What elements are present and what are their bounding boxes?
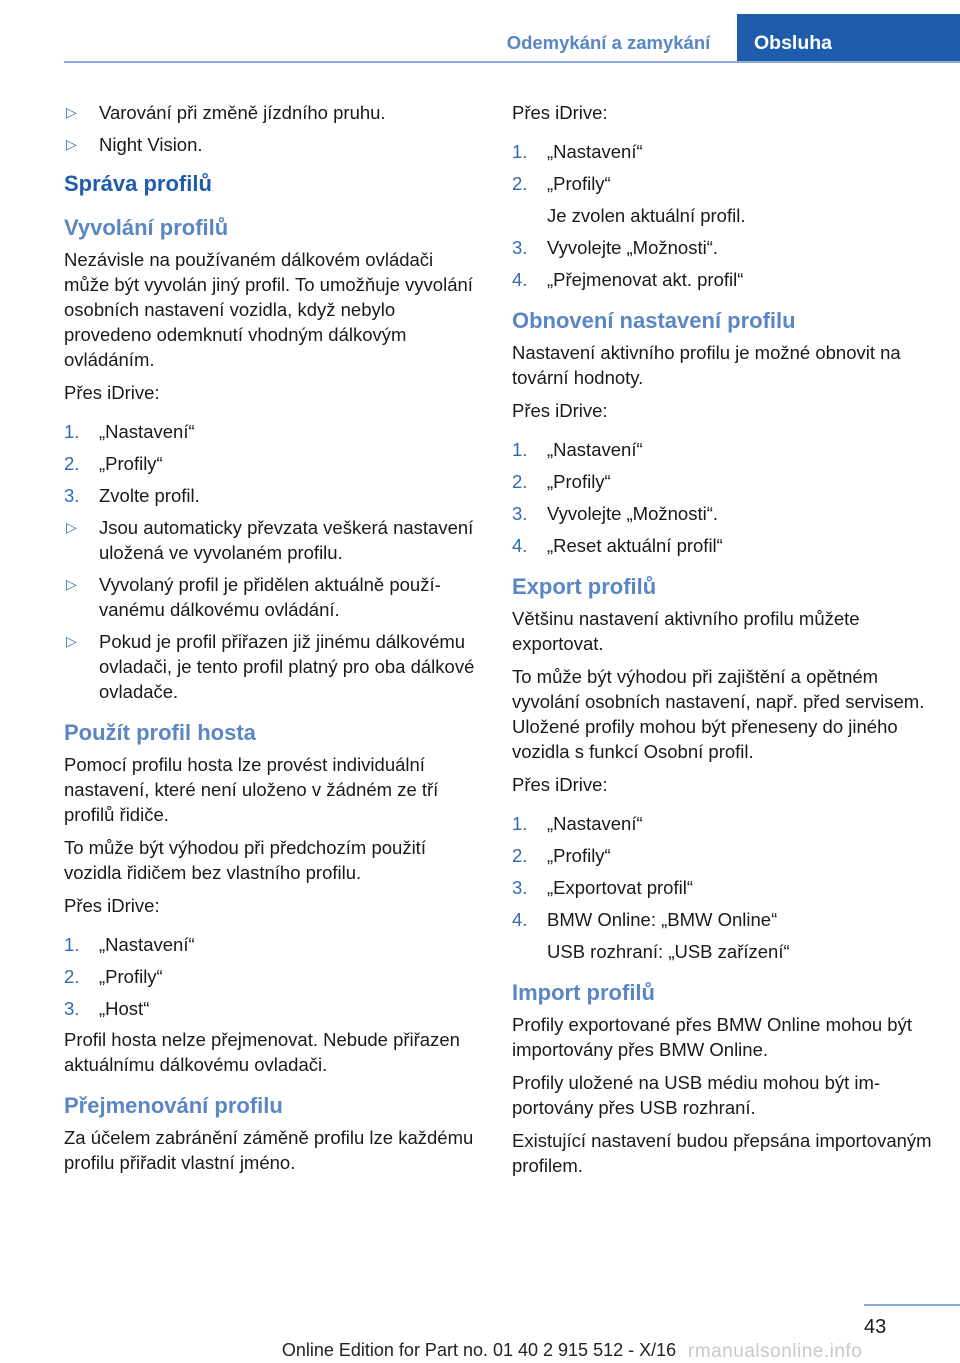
footer-divider — [864, 1304, 960, 1306]
page-header — [0, 0, 960, 62]
list-number: 4. — [512, 535, 528, 556]
list-number: 4. — [512, 269, 528, 290]
paragraph: Přes iDrive: — [512, 400, 608, 421]
list-item: 1. „Nastavení“ — [512, 813, 643, 834]
paragraph: Existující nastavení budou přepsána importovaným profilem. — [512, 1130, 932, 1176]
paragraph: Nastavení aktivního profilu je možné obnovit na tovární hodnoty. — [512, 342, 901, 388]
list-number: 3. — [512, 877, 528, 898]
list-item: 4. „Reset aktuální profil“ — [512, 535, 723, 556]
list-item: 4. BMW Online: „BMW Online“ USB rozhraní: „USB zařízení“ — [512, 907, 932, 964]
list-item: 1. „Nastavení“ — [64, 934, 195, 955]
list-item: ▷ Pokud je profil přiřazen již jinému dálkovému ovladači, je tento profil platný pro oba dálkové ovladače. — [66, 631, 475, 702]
heading-recall-profiles: Vyvolání profilů — [64, 215, 229, 240]
paragraph: To může být výhodou při zajištění a opětném vyvolání osobních nastavení, např. před servisem. Uložené profily mohou být přeneseny do jiného vozidla s funkcí Osobní profil. — [512, 666, 925, 762]
list-number: 1. — [512, 813, 528, 834]
heading-guest-profile: Použít profil hosta — [64, 720, 256, 745]
triangle-bullet-icon: ▷ — [66, 576, 77, 592]
paragraph: Profily exportované přes BMW Online mohou být importovány přes BMW Online. — [512, 1014, 912, 1060]
edition-text: Online Edition for Part no. 01 40 2 915 512 - X/16 — [281, 1340, 677, 1360]
list-item: 2. „Profily“ Je zvolen aktuální profil. — [512, 171, 932, 228]
triangle-bullet-icon: ▷ — [66, 104, 77, 120]
list-item: 2. „Profily“ — [64, 453, 163, 474]
list-number: 1. — [512, 141, 528, 162]
list-item: 3. Vyvolejte „Možnosti“. — [512, 237, 719, 258]
list-item: ▷ Varování při změně jízdního pruhu. — [66, 102, 386, 123]
list-item: 1. „Nastavení“ — [512, 141, 643, 162]
paragraph: Profil hosta nelze přejmenovat. Nebude přiřazen aktuálnímu dálkovému ovladači. — [64, 1029, 460, 1075]
paragraph: Nezávisle na používaném dálkovém ovládači může být vyvolán jiný profil. To umožňuje vyvolání osobních nastavení vozidla, když nebylo provedeno odemknutí vhodným dálkovým ovládáním. — [64, 249, 473, 370]
paragraph: Přes iDrive: — [512, 774, 608, 795]
header-divider — [64, 61, 960, 63]
numbered-list — [512, 437, 932, 558]
watermark: rmanualsonline.info — [688, 1341, 863, 1362]
list-item: ▷ Vyvolaný profil je přidělen aktuálně používanému dálkovému ovládání. — [66, 574, 441, 620]
list-number: 2. — [512, 173, 528, 194]
heading-manage-profiles: Správa profilů — [64, 171, 212, 196]
list-item: ▷ Jsou automaticky převzata veškerá nastavení uložená ve vyvolaném profilu. — [66, 517, 474, 563]
list-item: 3. Zvolte profil. — [64, 485, 200, 506]
list-number: 4. — [512, 909, 528, 930]
chapter-tab: Obsluha — [737, 14, 960, 62]
paragraph: Pomocí profilu hosta lze provést individuální nastavení, které není uloženo v žádném ze tří profilů řidiče. — [64, 754, 439, 825]
list-item: 2. „Profily“ — [512, 471, 611, 492]
paragraph: Přes iDrive: — [64, 895, 160, 916]
paragraph: Za účelem zabránění záměně profilu lze každému profilu přiřadit vlastní jméno. — [64, 1127, 474, 1173]
list-number: 3. — [512, 503, 528, 524]
triangle-bullet-icon: ▷ — [66, 136, 77, 152]
numbered-list — [512, 811, 932, 964]
paragraph: To může být výhodou při předchozím použití vozidla řidičem bez vlastního profilu. — [64, 837, 426, 883]
list-number: 2. — [64, 966, 80, 987]
triangle-bullet-icon: ▷ — [66, 519, 77, 535]
list-number: 1. — [64, 421, 80, 442]
heading-export-profiles: Export profilů — [512, 574, 657, 599]
list-item: 1. „Nastavení“ — [64, 421, 195, 442]
list-number: 1. — [64, 934, 80, 955]
list-number: 1. — [512, 439, 528, 460]
paragraph: Většinu nastavení aktivního profilu můžete exportovat. — [512, 608, 860, 654]
list-item: 2. „Profily“ — [64, 966, 163, 987]
numbered-list — [64, 932, 479, 1021]
list-item-note: USB rozhraní: „USB zařízení“ — [547, 941, 790, 962]
list-number: 2. — [512, 471, 528, 492]
list-item: ▷ Night Vision. — [66, 134, 203, 155]
list-number: 2. — [512, 845, 528, 866]
list-number: 3. — [64, 998, 80, 1019]
list-number: 2. — [64, 453, 80, 474]
heading-rename-profile: Přejmenování profilu — [64, 1093, 283, 1118]
numbered-list — [512, 139, 932, 292]
list-item: 1. „Nastavení“ — [512, 439, 643, 460]
list-item: 3. Vyvolejte „Možnosti“. — [512, 503, 719, 524]
list-item: 3. „Host“ — [64, 998, 150, 1019]
paragraph: Přes iDrive: — [64, 382, 160, 403]
list-item: 2. „Profily“ — [512, 845, 611, 866]
heading-reset-profile: Obnovení nastavení profilu — [512, 308, 796, 333]
section-title: Odemykání a zamykání — [506, 32, 711, 53]
paragraph: Profily uložené na USB médiu mohou být importovány přes USB rozhraní. — [512, 1072, 881, 1118]
heading-import-profiles: Import profilů — [512, 980, 655, 1005]
left-column — [64, 100, 479, 1183]
list-number: 3. — [512, 237, 528, 258]
right-column — [512, 100, 932, 1186]
page-number: 43 — [864, 1316, 887, 1338]
numbered-list — [64, 419, 479, 704]
list-item: 3. „Exportovat profil“ — [512, 877, 693, 898]
triangle-bullet-icon: ▷ — [66, 633, 77, 649]
list-item: 4. „Přejmenovat akt. profil“ — [512, 269, 744, 290]
list-item-note: Je zvolen aktuální profil. — [547, 205, 746, 226]
paragraph: Přes iDrive: — [512, 102, 608, 123]
list-number: 3. — [64, 485, 80, 506]
